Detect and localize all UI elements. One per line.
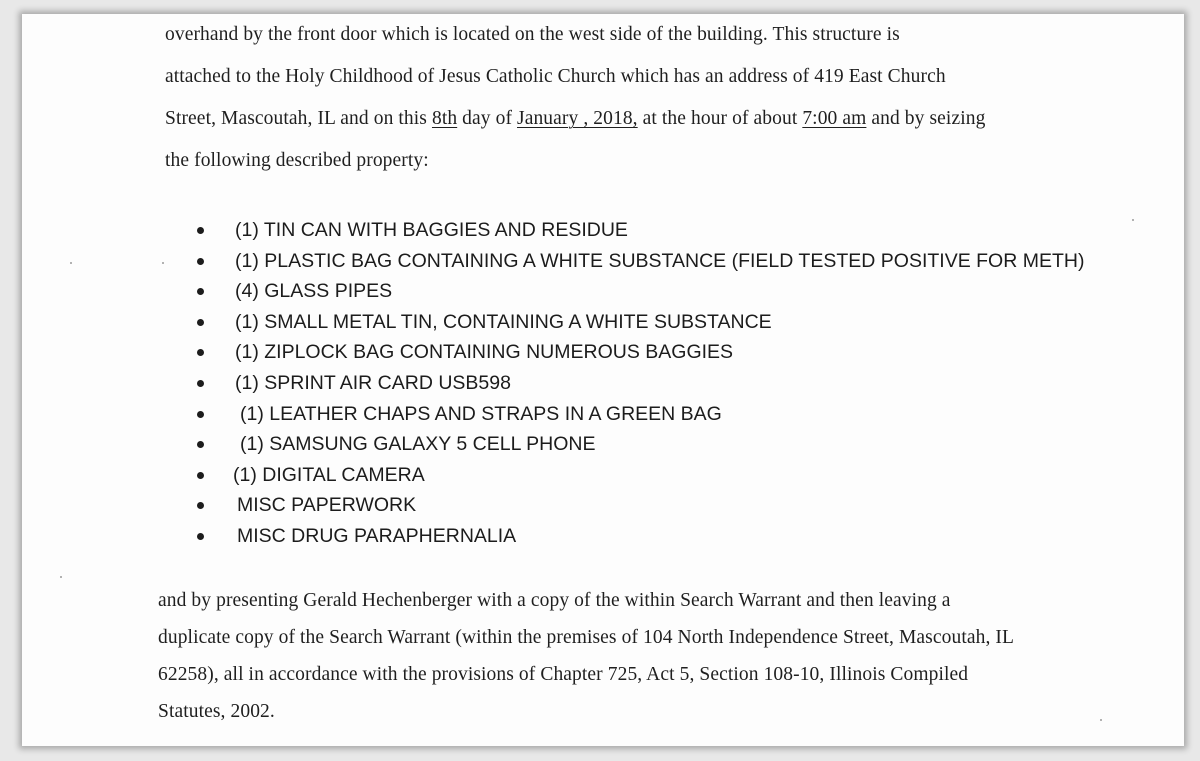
line3-text-d: and by seizing [866, 108, 986, 129]
paragraph-top [165, 14, 985, 182]
bullet-icon [197, 533, 204, 540]
paragraph-top-line-4: the following described property: [165, 150, 429, 171]
bullet-icon [197, 258, 204, 265]
paragraph-bottom-line-1: and by presenting Gerald Hechenberger with a copy of the within Search Warrant and then leaving a [158, 590, 951, 611]
paragraph-top-line-2: attached to the Holy Childhood of Jesus Catholic Church which has an address of 419 East Church [165, 66, 946, 87]
bullet-icon [197, 472, 204, 479]
property-item-text: MISC DRUG PARAPHERNALIA [237, 524, 517, 547]
property-item-text: (1) TIN CAN WITH BAGGIES AND RESIDUE [235, 219, 628, 241]
property-item-text: MISC PAPERWORK [237, 494, 417, 517]
line3-text-b: day of [457, 108, 518, 129]
property-item-text: (1) SPRINT AIR CARD USB598 [235, 371, 511, 394]
paragraph-bottom-line-4: Statutes, 2002. [158, 701, 275, 722]
bullet-icon [197, 227, 204, 234]
document-page [22, 14, 1184, 746]
bullet-icon [197, 319, 204, 326]
property-item-text: (1) ZIPLOCK BAG CONTAINING NUMEROUS BAGGIES [235, 341, 734, 364]
bullet-icon [197, 349, 204, 356]
paragraph-top-line-3 [165, 98, 985, 140]
scan-speck [60, 576, 62, 578]
property-item-text: (1) DIGITAL CAMERA [233, 463, 425, 486]
paragraph-top-line-1: overhand by the front door which is located on the west side of the building. This structure is [165, 24, 900, 45]
line3-text-a: Street, Mascoutah, IL and on this [165, 108, 432, 129]
property-item-text: (1) PLASTIC BAG CONTAINING A WHITE SUBSTANCE (FIELD TESTED POSITIVE FOR METH) [235, 249, 1085, 272]
paragraph-bottom [158, 582, 1014, 730]
seizure-month-year: January , 2018, [517, 108, 638, 129]
paragraph-bottom-line-2: duplicate copy of the Search Warrant (within the premises of 104 North Independence Street, Mascoutah, IL [158, 627, 1014, 648]
seizure-day: 8th [431, 108, 458, 129]
property-item-text: (1) SMALL METAL TIN, CONTAINING A WHITE SUBSTANCE [235, 310, 772, 333]
bullet-icon [197, 380, 204, 387]
line3-text-c: at the hour of about [637, 108, 803, 129]
paragraph-bottom-line-3: 62258), all in accordance with the provisions of Chapter 725, Act 5, Section 108-10, Illinois Compiled [158, 664, 969, 685]
property-item-text: (1) SAMSUNG GALAXY 5 CELL PHONE [240, 433, 596, 456]
bullet-icon [197, 411, 204, 418]
bullet-icon [197, 288, 204, 295]
scan-speck [162, 262, 164, 264]
bullet-icon [197, 441, 204, 448]
property-item-text: (1) LEATHER CHAPS AND STRAPS IN A GREEN BAG [240, 402, 722, 425]
scan-speck [1132, 219, 1134, 221]
property-item-text: (4) GLASS PIPES [235, 280, 393, 303]
scan-speck [70, 262, 72, 264]
scan-speck [1100, 719, 1102, 721]
seizure-time: 7:00 am [802, 108, 867, 129]
bullet-icon [197, 502, 204, 509]
